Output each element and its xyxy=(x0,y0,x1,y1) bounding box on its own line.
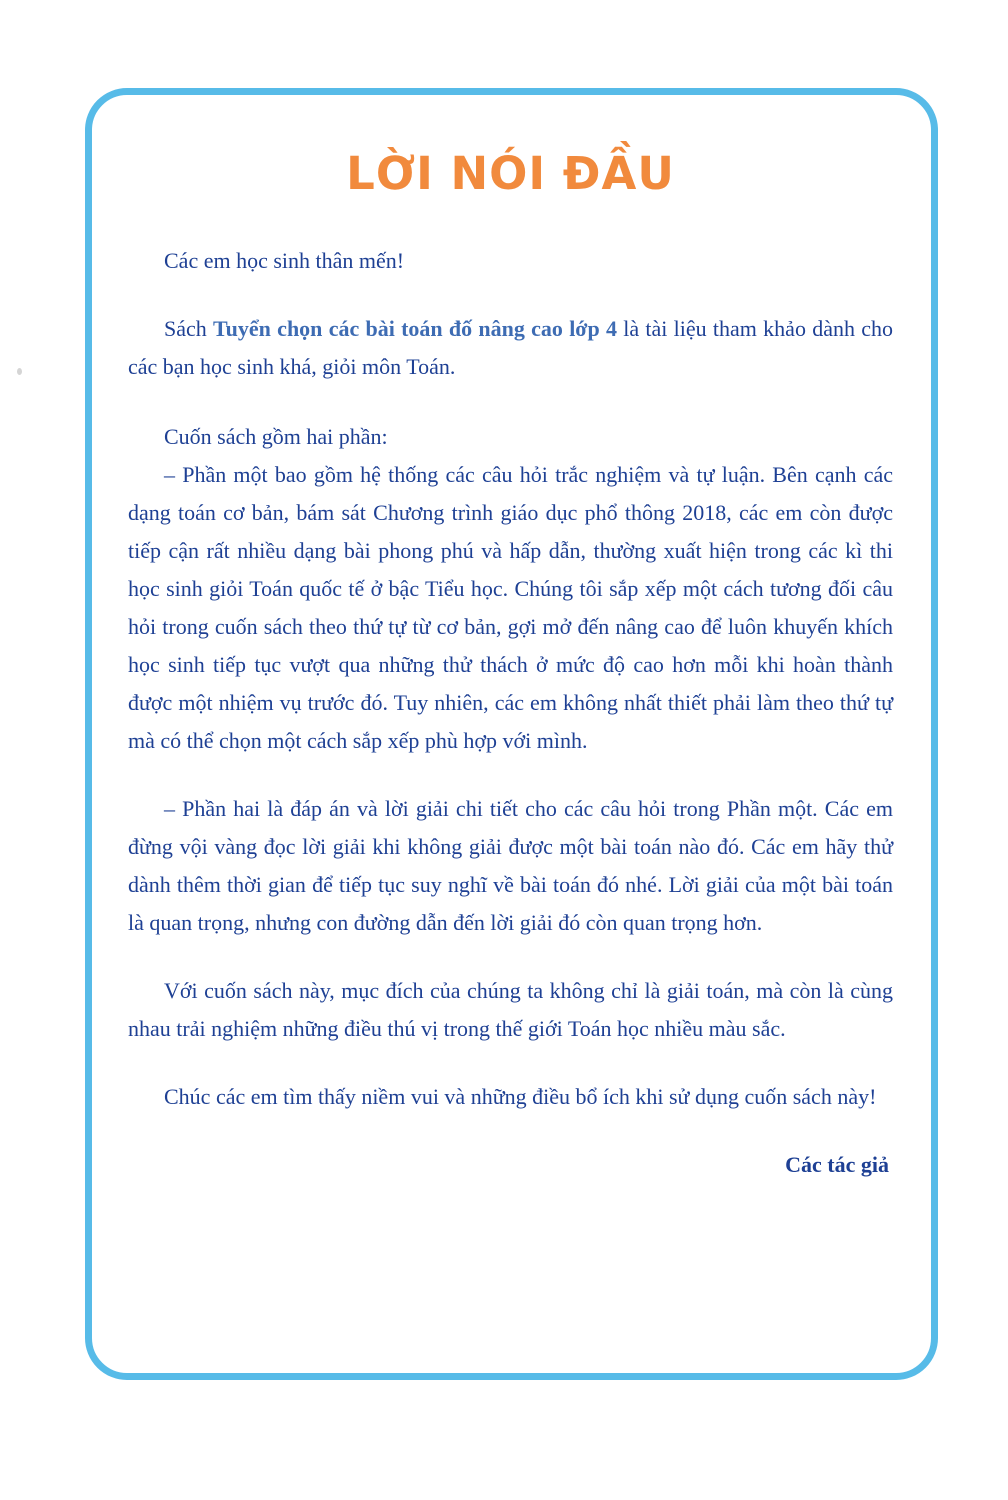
wish-paragraph: Chúc các em tìm thấy niềm vui và những điều bổ ích khi sử dụng cuốn sách này! xyxy=(164,1084,877,1109)
greeting-paragraph: Các em học sinh thân mến! xyxy=(164,248,405,273)
purpose-paragraph: Với cuốn sách này, mục đích của chúng ta không chỉ là giải toán, mà còn là cùng nhau trải nghiệm những điều thú vị trong thế giới Toán học nhiều màu sắc. xyxy=(128,978,893,1041)
part-one-paragraph: – Phần một bao gồm hệ thống các câu hỏi trắc nghiệm và tự luận. Bên cạnh các dạng toán cơ bản, bám sát Chương trình giáo dục phổ thông 2018, các em còn được tiếp cận rất nhiều dạng bài phong phú và hấp dẫn, thường xuất hiện trong các kì thi học sinh giỏi Toán quốc tế ở bậc Tiểu học. Chúng tôi sắp xếp một cách tương đối câu hỏi trong cuốn sách theo thứ tự từ cơ bản, gợi mở đến nâng cao để luôn khuyến khích học sinh tiếp tục vượt qua những thử thách ở mức độ cao hơn mỗi khi hoàn thành được một nhiệm vụ trước đó. Tuy nhiên, các em không nhất thiết phải làm theo thứ tự mà có thể chọn một cách sắp xếp phù hợp với mình. xyxy=(128,462,893,753)
authors-signature: Các tác giả xyxy=(785,1152,889,1177)
page-border-frame xyxy=(85,88,938,1380)
intro-suffix-text: là tài liệu tham khảo dành cho các bạn học sinh khá, giỏi môn Toán. xyxy=(128,316,893,379)
part-two-paragraph: – Phần hai là đáp án và lời giải chi tiết cho các câu hỏi trong Phần một. Các em đừng vội vàng đọc lời giải khi không giải được một bài toán nào đó. Các em hãy thử dành thêm thời gian để tiếp tục suy nghĩ về bài toán đó nhé. Lời giải của một bài toán là quan trọng, nhưng con đường dẫn đến lời giải đó còn quan trọng hơn. xyxy=(128,796,893,935)
book-title-highlight: Tuyển chọn các bài toán đố nâng cao lớp 4 xyxy=(213,316,617,341)
scan-artifact-speck xyxy=(17,368,22,375)
intro-paragraph xyxy=(128,310,893,386)
intro-prefix-text: Sách xyxy=(164,316,214,341)
contents-lead-paragraph: Cuốn sách gồm hai phần: xyxy=(164,424,388,449)
page-title: LỜI NÓI ĐẦU xyxy=(346,147,675,200)
